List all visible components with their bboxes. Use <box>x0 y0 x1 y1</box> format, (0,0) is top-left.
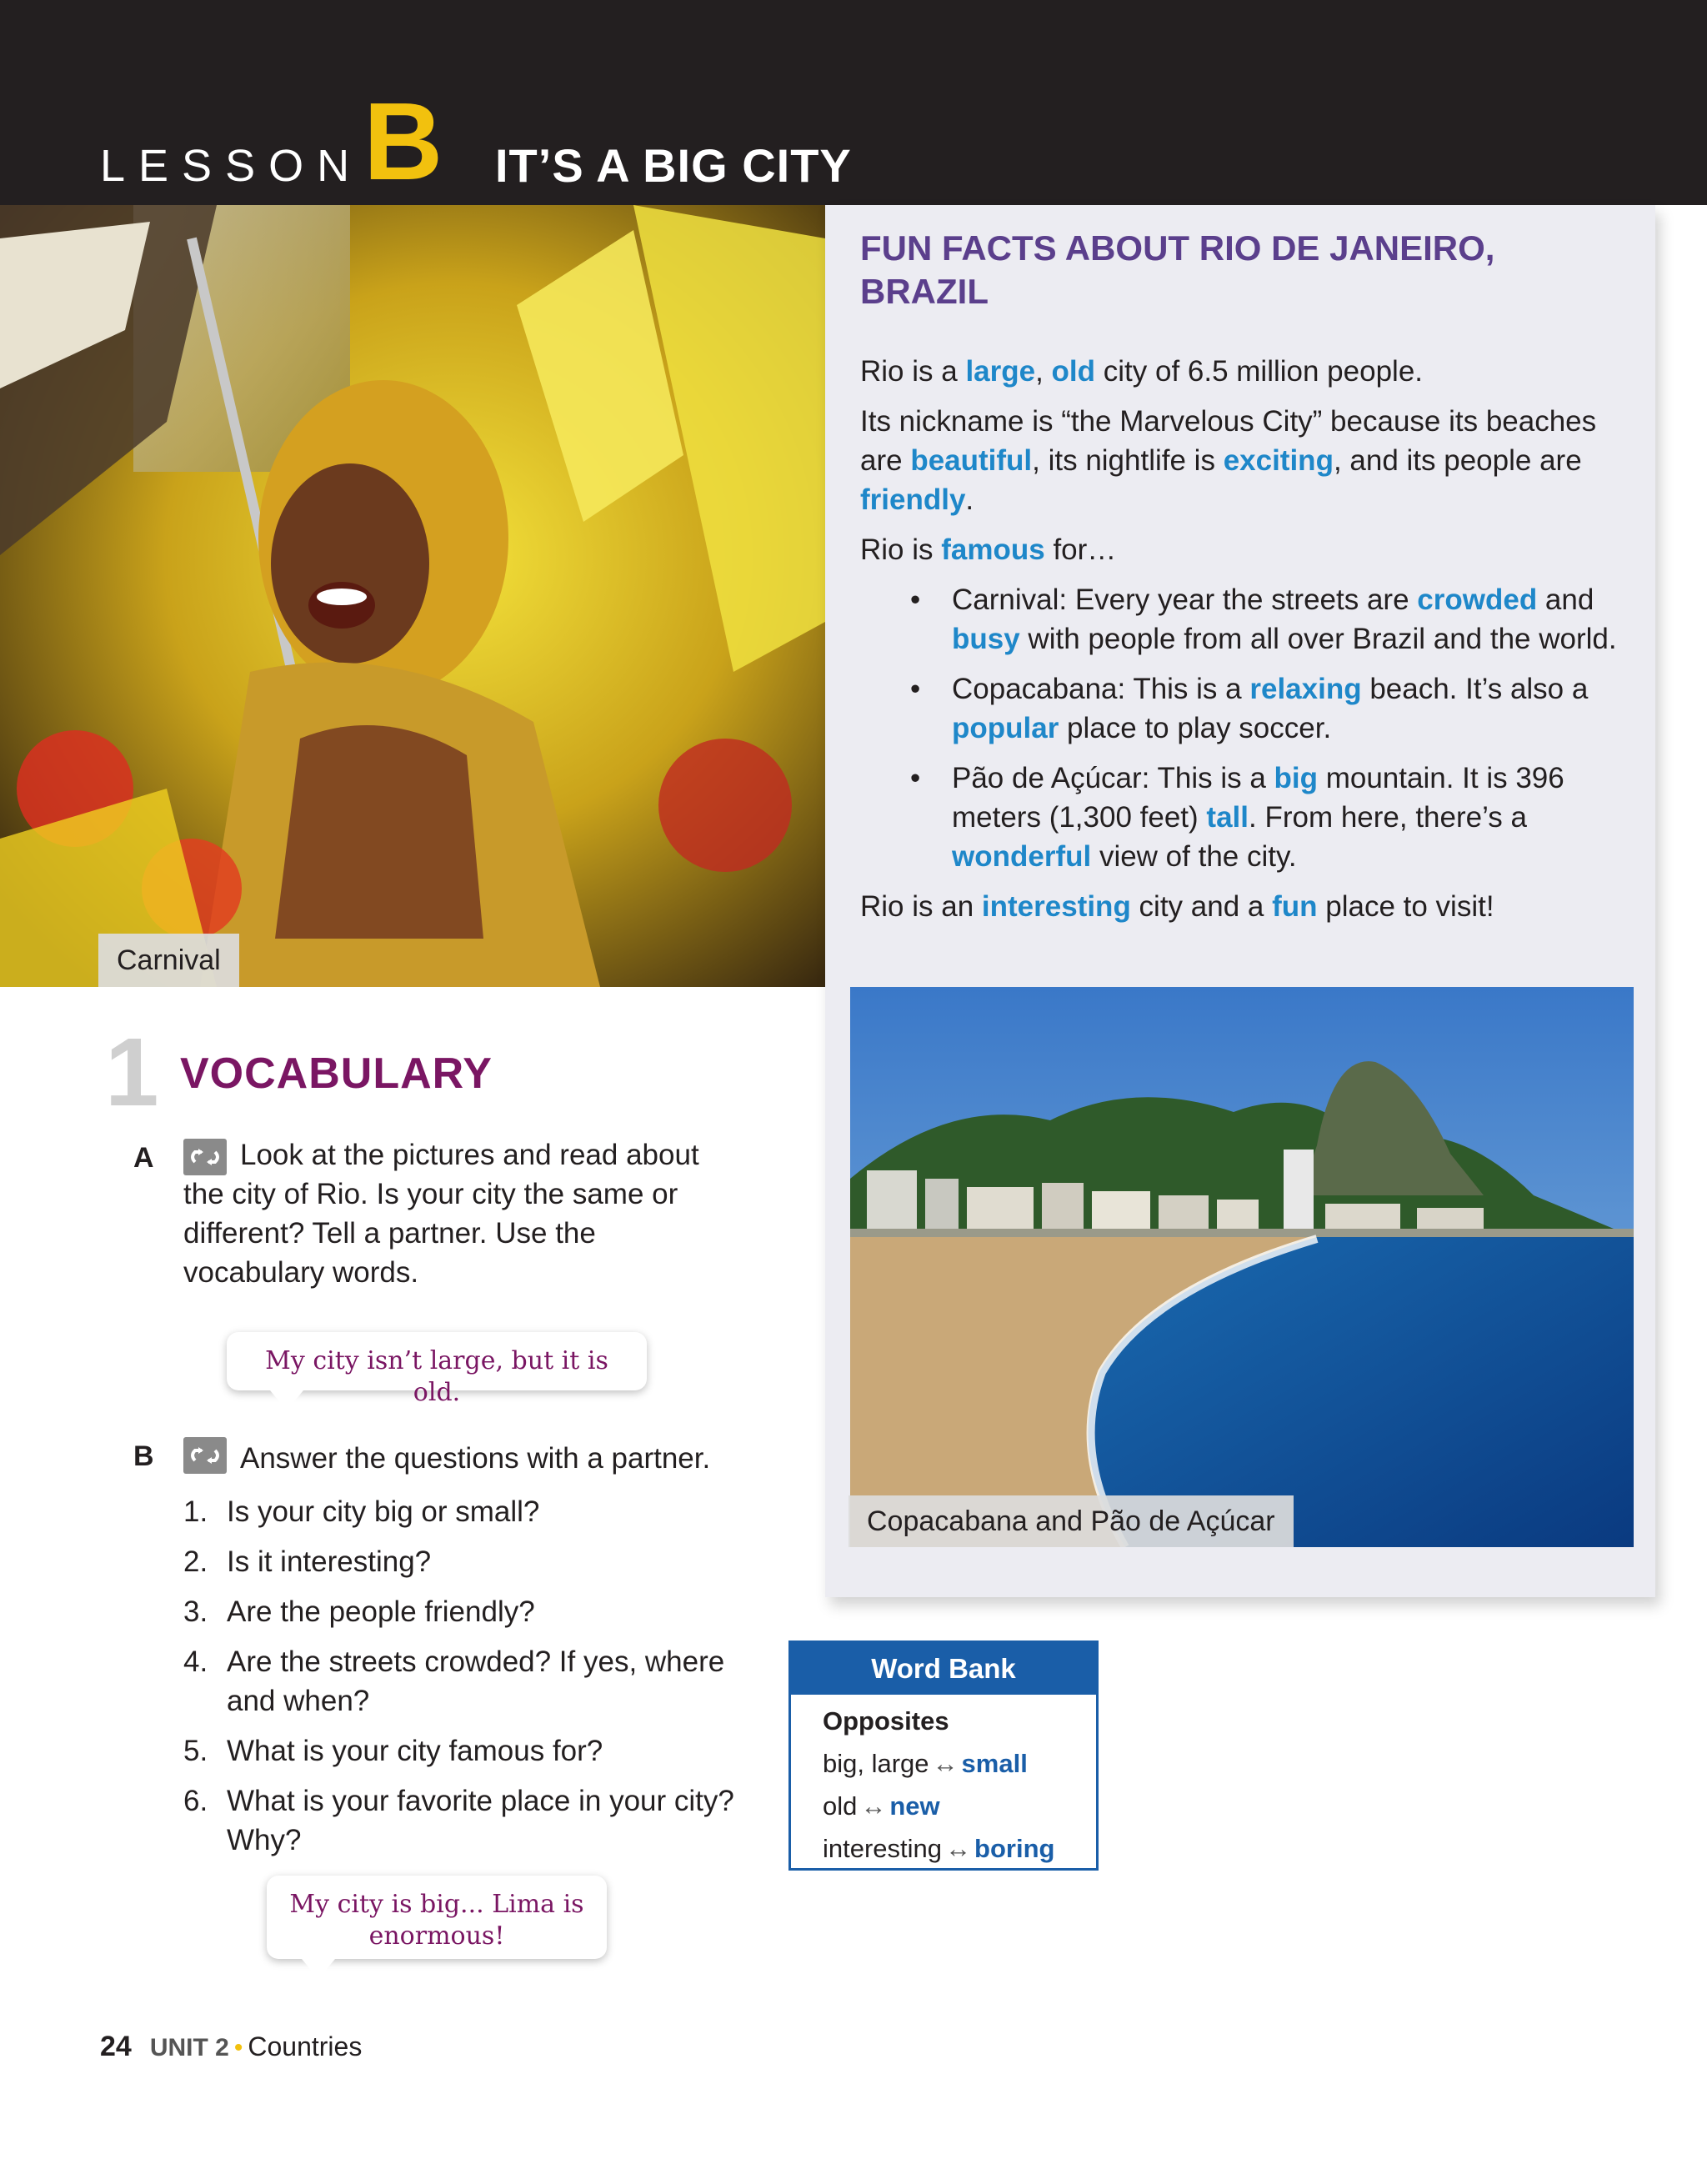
vocab-word: fun <box>1272 890 1318 923</box>
question-list <box>183 1492 750 1871</box>
vocab-word: crowded <box>1417 584 1538 616</box>
vocab-word: old <box>1051 355 1096 388</box>
vocab-word: busy <box>952 623 1020 655</box>
footer-dot: • <box>233 2034 243 2061</box>
speech-bubble-b-text: My city is big... Lima is enormous! <box>289 1890 584 1951</box>
lesson-label: LESSON <box>100 141 363 191</box>
word-bank-row: old ↔ new <box>823 1791 940 1821</box>
vocab-word: wonderful <box>952 840 1092 873</box>
unit-topic: Countries <box>248 2031 363 2061</box>
vocab-word: beautiful <box>910 444 1033 477</box>
question-item: 1. Is your city big or small? <box>183 1495 540 1528</box>
fun-facts-text <box>860 352 1635 937</box>
section-title: VOCABULARY <box>180 1049 493 1098</box>
word-bank-row: big, large ↔ small <box>823 1749 1028 1778</box>
fun-facts-title: FUN FACTS ABOUT RIO DE JANEIRO, BRAZIL <box>860 228 1495 311</box>
vocab-word: large <box>965 355 1036 388</box>
fact-paragraph: Rio is famous for… <box>860 533 1117 566</box>
word-bank <box>788 1641 1099 1871</box>
double-arrow-icon: ↔ <box>860 1791 887 1821</box>
copacabana-caption: Copacabana and Pão de Açúcar <box>848 1495 1294 1547</box>
lesson-title: IT’S A BIG CITY <box>495 139 852 192</box>
question-item: 4. Are the streets crowded? If yes, where and when? <box>183 1646 725 1717</box>
bubble-tail <box>270 1390 303 1410</box>
word-bank-title: Word Bank <box>791 1643 1096 1695</box>
page-number: 24 <box>100 2031 132 2062</box>
vocab-word: exciting <box>1223 444 1334 477</box>
fact-bullet: • Copacabana: This is a relaxing beach. It’s also a popular place to play soccer. <box>952 669 1635 748</box>
word-bank-body <box>791 1695 1096 1870</box>
speech-bubble-b <box>267 1876 607 1959</box>
word-bank-subtitle: Opposites <box>823 1706 949 1736</box>
task-b-letter: B <box>133 1440 154 1472</box>
word-bank-row: interesting ↔ boring <box>823 1834 1055 1863</box>
carnival-photo <box>0 205 825 987</box>
speech-bubble-a <box>227 1332 647 1407</box>
task-b-text: Answer the questions with a partner. <box>240 1442 711 1475</box>
vocab-word: relaxing <box>1249 673 1362 705</box>
vocab-word: friendly <box>860 483 966 516</box>
fact-paragraph: Rio is a large, old city of 6.5 million people. <box>860 355 1424 388</box>
double-arrow-icon: ↔ <box>932 1749 959 1778</box>
question-item: 6. What is your favorite place in your city? Why? <box>183 1785 734 1856</box>
fact-bullet: • Pão de Açúcar: This is a big mountain. It is 396 meters (1,300 feet) tall. From here, there’s a wonderful view of the city. <box>952 759 1635 876</box>
lesson-letter: B <box>363 80 443 203</box>
fact-paragraph: Its nickname is “the Marvelous City” because its beaches are beautiful, its nightlife is exciting, and its people are friendly. <box>860 405 1597 516</box>
double-arrow-icon: ↔ <box>945 1834 972 1863</box>
vocab-word: famous <box>941 533 1045 566</box>
question-item: 5. What is your city famous for? <box>183 1735 603 1767</box>
lesson-header <box>0 0 1707 205</box>
vocab-word: popular <box>952 712 1059 744</box>
page-footer <box>100 2031 362 2063</box>
carnival-caption: Carnival <box>98 934 239 987</box>
speech-bubble-a-text: My city isn’t large, but it is old. <box>265 1346 608 1407</box>
fact-bullet-list <box>860 580 1635 876</box>
question-item: 2. Is it interesting? <box>183 1545 432 1578</box>
task-a-letter: A <box>133 1142 154 1174</box>
fact-bullet: • Carnival: Every year the streets are crowded and busy with people from all over Brazil and the world. <box>952 580 1635 659</box>
copacabana-photo <box>850 987 1634 1547</box>
fact-paragraph: Rio is an interesting city and a fun place to visit! <box>860 890 1494 923</box>
unit-label: UNIT 2 <box>149 2034 229 2061</box>
question-item: 3. Are the people friendly? <box>183 1595 535 1628</box>
pair-work-icon <box>183 1437 227 1474</box>
vocab-word: interesting <box>981 890 1131 923</box>
section-number: 1 <box>105 1018 159 1126</box>
bubble-tail <box>302 1959 335 1979</box>
vocab-word: big <box>1274 762 1318 794</box>
vocab-word: tall <box>1206 801 1249 834</box>
task-a-text: Look at the pictures and read about the city of Rio. Is your city the same or different? Tell a partner. Use the vocabulary words. <box>183 1139 699 1289</box>
